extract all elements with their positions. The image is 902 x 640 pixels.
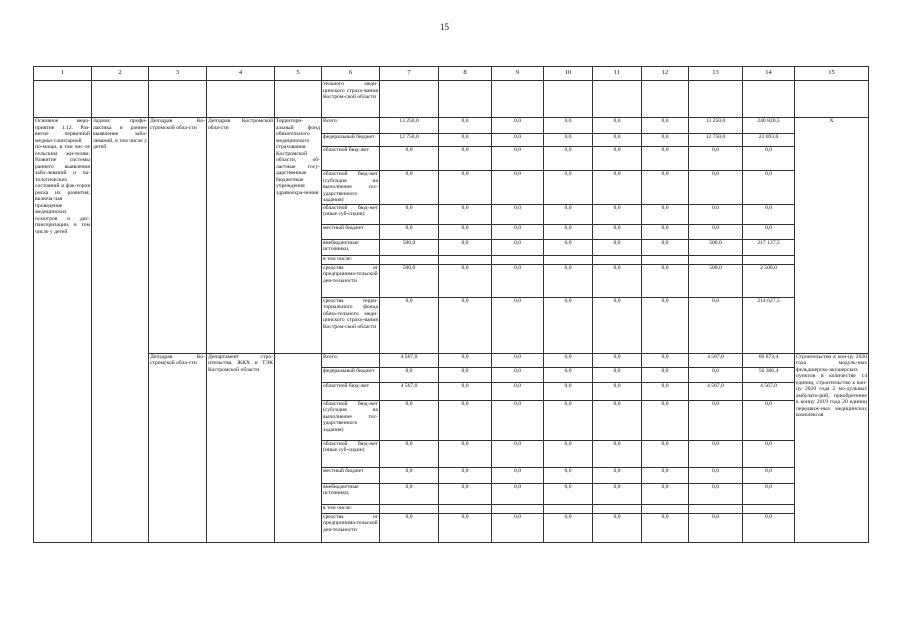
- amount-cell: 0,0: [544, 440, 593, 467]
- amount-cell: 4 567,0: [689, 353, 743, 367]
- column-header: 11: [593, 67, 642, 81]
- amount-cell: 0,0: [593, 400, 642, 440]
- amount-cell: 0,0: [689, 171, 743, 205]
- column-header: 8: [439, 67, 492, 81]
- amount-cell: 12 750,0: [380, 134, 439, 147]
- column-header: 4: [207, 67, 275, 81]
- column-header: 14: [743, 67, 795, 81]
- amount-cell: 0,0: [380, 224, 439, 239]
- funding-source: федеральный бюджет: [322, 134, 380, 147]
- funding-source: внебюджетные источники,: [322, 239, 380, 255]
- amount-cell: 0,0: [544, 204, 593, 224]
- amount-cell: 0,0: [743, 513, 795, 542]
- amount-cell: 4 567,0: [689, 382, 743, 400]
- amount-cell: 2 500,0: [743, 264, 795, 297]
- amount-cell: 0,0: [593, 147, 642, 171]
- amount-cell: 0,0: [380, 171, 439, 205]
- amount-cell: 0,0: [380, 297, 439, 353]
- amount-cell: 0,0: [380, 147, 439, 171]
- amount-cell: 214 627,5: [743, 297, 795, 353]
- amount-cell: 0,0: [743, 224, 795, 239]
- amount-cell: 500,0: [689, 264, 743, 297]
- amount-cell: 0,0: [743, 171, 795, 205]
- empty-cell: [593, 81, 642, 118]
- funding-source: местный бюджет: [322, 467, 380, 483]
- amount-cell: 0,0: [380, 367, 439, 382]
- amount-cell: 0,0: [544, 367, 593, 382]
- amount-cell: [593, 504, 642, 513]
- responsible-executor: Депздрав Ко-стромской обла-сти: [149, 353, 207, 542]
- funding-source: местный бюджет: [322, 224, 380, 239]
- amount-cell: 0,0: [642, 382, 689, 400]
- amount-cell: 0,0: [544, 239, 593, 255]
- empty-cell: [689, 81, 743, 118]
- amount-cell: 0,0: [380, 400, 439, 440]
- result-description: Строительство к кон-цу 2020 года модуль-ных фельдшерско-акушерских пунктов в количестве 14 единиц, строительство к кон-цу 2020 года 2 мо-дульных амбулато-рий, приобретение к концу 2019 года 20 единиц передвиж-ных медицинских комплексов: [795, 353, 869, 542]
- amount-cell: [743, 255, 795, 264]
- amount-cell: 0,0: [642, 297, 689, 353]
- amount-cell: [380, 255, 439, 264]
- amount-cell: [439, 255, 492, 264]
- amount-cell: 0,0: [544, 134, 593, 147]
- amount-cell: 240 820,5: [743, 118, 795, 134]
- empty-cell: [92, 81, 149, 118]
- amount-cell: 0,0: [642, 440, 689, 467]
- column-header: 7: [380, 67, 439, 81]
- column-header: 5: [275, 67, 322, 81]
- empty-cell: [149, 81, 207, 118]
- co-executor: Департамент стро-ительства, ЖКХ и ТЭК Костромской области: [207, 353, 275, 542]
- column-header: 2: [92, 67, 149, 81]
- amount-cell: 0,0: [593, 118, 642, 134]
- amount-cell: 0,0: [544, 513, 593, 542]
- amount-cell: 0,0: [544, 297, 593, 353]
- amount-cell: 0,0: [642, 134, 689, 147]
- amount-cell: 0,0: [492, 224, 544, 239]
- amount-cell: 4 567,0: [743, 382, 795, 400]
- amount-cell: 0,0: [492, 440, 544, 467]
- amount-cell: 0,0: [593, 483, 642, 504]
- amount-cell: 0,0: [593, 224, 642, 239]
- amount-cell: 0,0: [593, 264, 642, 297]
- amount-cell: 0,0: [743, 147, 795, 171]
- amount-cell: 12 750,0: [689, 134, 743, 147]
- funding-source: в том числе:: [322, 255, 380, 264]
- amount-cell: 0,0: [544, 400, 593, 440]
- amount-cell: 0,0: [743, 400, 795, 440]
- amount-cell: 0,0: [492, 134, 544, 147]
- amount-cell: 0,0: [492, 367, 544, 382]
- amount-cell: 4 567,0: [380, 382, 439, 400]
- amount-cell: 4 567,0: [380, 353, 439, 367]
- column-header: 10: [544, 67, 593, 81]
- amount-cell: [642, 255, 689, 264]
- amount-cell: 0,0: [593, 239, 642, 255]
- amount-cell: 0,0: [439, 483, 492, 504]
- amount-cell: 0,0: [492, 400, 544, 440]
- amount-cell: 0,0: [593, 171, 642, 205]
- amount-cell: 0,0: [439, 513, 492, 542]
- amount-cell: [492, 255, 544, 264]
- amount-cell: 0,0: [439, 224, 492, 239]
- amount-cell: 0,0: [439, 353, 492, 367]
- amount-cell: [689, 504, 743, 513]
- amount-cell: 0,0: [439, 382, 492, 400]
- amount-cell: 0,0: [439, 118, 492, 134]
- amount-cell: 0,0: [642, 467, 689, 483]
- amount-cell: 0,0: [439, 367, 492, 382]
- amount-cell: 0,0: [492, 147, 544, 171]
- funding-source: областной бюд-жет (иные суб-сидии): [322, 440, 380, 467]
- amount-cell: 0,0: [593, 353, 642, 367]
- amount-cell: 0,0: [544, 353, 593, 367]
- column-header: 12: [642, 67, 689, 81]
- amount-cell: 500,0: [689, 239, 743, 255]
- empty-cell: [207, 81, 275, 118]
- funding-source: федеральный бюджет: [322, 367, 380, 382]
- empty-cell: [380, 81, 439, 118]
- funding-source: областной бюд-жет: [322, 382, 380, 400]
- amount-cell: 0,0: [593, 134, 642, 147]
- amount-cell: 0,0: [642, 400, 689, 440]
- amount-cell: 500,0: [380, 264, 439, 297]
- amount-cell: 0,0: [492, 204, 544, 224]
- amount-cell: 0,0: [642, 239, 689, 255]
- funding-source: в том числе:: [322, 504, 380, 513]
- amount-cell: 0,0: [642, 204, 689, 224]
- amount-cell: 0,0: [492, 382, 544, 400]
- amount-cell: 0,0: [439, 134, 492, 147]
- amount-cell: 0,0: [593, 440, 642, 467]
- amount-cell: 0,0: [439, 239, 492, 255]
- column-header: 15: [795, 67, 869, 81]
- amount-cell: 0,0: [593, 467, 642, 483]
- amount-cell: 0,0: [439, 440, 492, 467]
- responsible-executor: Депздрав Ко-стромской обла-сти: [149, 118, 207, 354]
- amount-cell: 0,0: [642, 147, 689, 171]
- amount-cell: 0,0: [380, 513, 439, 542]
- amount-cell: 0,0: [642, 118, 689, 134]
- amount-cell: 23 693,0: [743, 134, 795, 147]
- amount-cell: 0,0: [689, 147, 743, 171]
- amount-cell: 0,0: [544, 382, 593, 400]
- amount-cell: 0,0: [492, 171, 544, 205]
- column-header: 6: [322, 67, 380, 81]
- empty-cell: [492, 81, 544, 118]
- amount-cell: 0,0: [544, 264, 593, 297]
- amount-cell: [544, 255, 593, 264]
- amount-cell: 0,0: [642, 513, 689, 542]
- funding-source: средства от предпринима-тельской дея-тельности: [322, 264, 380, 297]
- column-header: 13: [689, 67, 743, 81]
- amount-cell: [380, 504, 439, 513]
- amount-cell: 0,0: [492, 239, 544, 255]
- table-row: [34, 118, 869, 134]
- amount-cell: [492, 504, 544, 513]
- amount-cell: 0,0: [439, 297, 492, 353]
- column-header: 3: [149, 67, 207, 81]
- empty-cell: [544, 81, 593, 118]
- amount-cell: 0,0: [743, 440, 795, 467]
- amount-cell: 0,0: [492, 467, 544, 483]
- funding-source: средства от предпринима-тельской дея-тельности: [322, 513, 380, 542]
- amount-cell: 0,0: [439, 171, 492, 205]
- amount-cell: 0,0: [492, 513, 544, 542]
- amount-cell: 0,0: [380, 204, 439, 224]
- amount-cell: 13 250,0: [689, 118, 743, 134]
- amount-cell: 0,0: [593, 297, 642, 353]
- funding-source: средства терри-ториального фонда обяза-тельного меди-цинского страхо-вания Костром-ской области: [322, 297, 380, 353]
- amount-cell: 0,0: [743, 204, 795, 224]
- funding-source: тельного меди-цинского страхо-вания Костром-ской области: [322, 81, 380, 118]
- amount-cell: 0,0: [544, 171, 593, 205]
- amount-cell: 0,0: [380, 467, 439, 483]
- column-header: 1: [34, 67, 92, 81]
- amount-cell: 500,0: [380, 239, 439, 255]
- amount-cell: 0,0: [642, 353, 689, 367]
- empty-cell: [34, 81, 92, 118]
- amount-cell: 60 873,4: [743, 353, 795, 367]
- participant: Территори-альный фонд обязательного медицинского страхования Костромской области, об-ластные госу-дарственные бюджетные учреждения здравоохра-нения: [275, 118, 322, 354]
- amount-cell: [743, 504, 795, 513]
- amount-cell: 0,0: [593, 382, 642, 400]
- table-body: [34, 67, 869, 543]
- amount-cell: [689, 255, 743, 264]
- funding-source: областной бюд-жет: [322, 147, 380, 171]
- funding-source: Всего:: [322, 353, 380, 367]
- page-number: 15: [440, 22, 449, 32]
- empty-cell: [439, 81, 492, 118]
- amount-cell: [439, 504, 492, 513]
- amount-cell: 0,0: [743, 467, 795, 483]
- task-description: Задачи: профи-лактика и раннее выявление забо-леваний, в том числе у детей: [92, 118, 149, 543]
- amount-cell: 0,0: [642, 367, 689, 382]
- amount-cell: 0,0: [544, 118, 593, 134]
- measure-name: Основное меро-приятие 1.12. Раз-витие первичной медико-санитарной по-мощи, в том чис-ле сельским жи-телям. Развитие системы раннего выявления забо-леваний и па-тологических состояний и фак-торов риска их развития, включа-чая проведение медицинских осмотров и дис-пансеризации, в том числе у детей: [34, 118, 92, 543]
- amount-cell: 0,0: [492, 118, 544, 134]
- amount-cell: 0,0: [593, 367, 642, 382]
- empty-cell: [642, 81, 689, 118]
- budget-table: [33, 66, 869, 543]
- amount-cell: 0,0: [689, 440, 743, 467]
- empty-cell: [743, 81, 795, 118]
- amount-cell: 0,0: [689, 483, 743, 504]
- amount-cell: 0,0: [439, 467, 492, 483]
- amount-cell: 0,0: [544, 147, 593, 171]
- amount-cell: 0,0: [492, 353, 544, 367]
- amount-cell: 0,0: [439, 204, 492, 224]
- funding-source: областной бюд-жет (субсидия на выполнение гос-ударственного задания): [322, 400, 380, 440]
- participant: [275, 353, 322, 542]
- column-header: 9: [492, 67, 544, 81]
- amount-cell: 217 127,5: [743, 239, 795, 255]
- amount-cell: 0,0: [642, 483, 689, 504]
- amount-cell: [544, 504, 593, 513]
- amount-cell: 0,0: [689, 224, 743, 239]
- co-executor: Депздрав Костромской обла-сти: [207, 118, 275, 354]
- amount-cell: 0,0: [439, 147, 492, 171]
- amount-cell: 0,0: [689, 400, 743, 440]
- funding-source: внебюджетные источники,: [322, 483, 380, 504]
- amount-cell: 0,0: [492, 483, 544, 504]
- amount-cell: 0,0: [593, 513, 642, 542]
- amount-cell: 0,0: [439, 400, 492, 440]
- amount-cell: 0,0: [689, 467, 743, 483]
- amount-cell: 0,0: [642, 264, 689, 297]
- amount-cell: [642, 504, 689, 513]
- amount-cell: 0,0: [593, 204, 642, 224]
- amount-cell: 0,0: [689, 204, 743, 224]
- funding-source: областной бюд-жет (субсидия на выполнение гос-ударственного задания): [323, 171, 378, 203]
- amount-cell: 0,0: [689, 513, 743, 542]
- funding-source: областной бюд-жет (иные суб-сидии): [322, 204, 380, 224]
- amount-cell: 0,0: [642, 171, 689, 205]
- amount-cell: 56 306,4: [743, 367, 795, 382]
- amount-cell: 0,0: [689, 367, 743, 382]
- amount-cell: 0,0: [642, 224, 689, 239]
- amount-cell: 0,0: [544, 483, 593, 504]
- empty-cell: [795, 81, 869, 118]
- amount-cell: 0,0: [380, 440, 439, 467]
- empty-cell: [275, 81, 322, 118]
- funding-source: Всего:: [322, 118, 380, 134]
- amount-cell: 0,0: [544, 224, 593, 239]
- amount-cell: 0,0: [380, 483, 439, 504]
- amount-cell: 0,0: [439, 264, 492, 297]
- header-row: [34, 67, 869, 81]
- table-row: [34, 353, 869, 367]
- amount-cell: 0,0: [689, 297, 743, 353]
- amount-cell: 0,0: [743, 483, 795, 504]
- amount-cell: 13 250,0: [380, 118, 439, 134]
- amount-cell: 0,0: [544, 467, 593, 483]
- amount-cell: [593, 255, 642, 264]
- amount-cell: 0,0: [492, 297, 544, 353]
- continuation-row: [34, 81, 869, 118]
- result-indicator: X: [795, 118, 869, 354]
- amount-cell: 0,0: [492, 264, 544, 297]
